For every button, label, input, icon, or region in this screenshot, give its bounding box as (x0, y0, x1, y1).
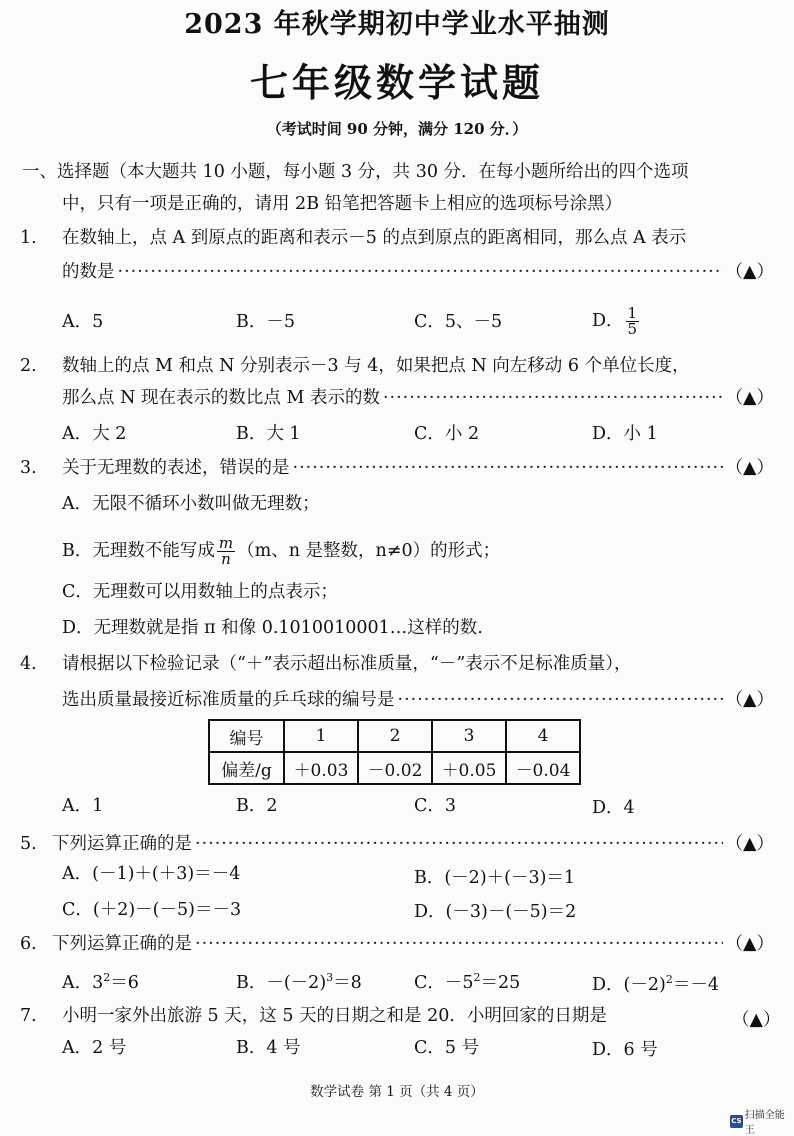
fraction-denominator: 5 (627, 320, 638, 338)
leader-dots (195, 832, 723, 856)
q1-text: 的数是 (62, 262, 115, 282)
q5-option-a: A．(－1)＋(＋3)＝－4 (62, 864, 241, 884)
q5-text-line1 (20, 832, 774, 856)
table-cell: 3 (432, 720, 506, 752)
q5-option-b: B．(－2)＋(－3)＝1 (414, 868, 576, 888)
section-heading-line2: 中，只有一项是正确的，请用 2B 铅笔把答题卡上相应的选项标号涂黑） (62, 194, 623, 214)
exam-title-line1: 2023 年秋学期初中学业水平抽测 (184, 9, 610, 40)
q1-number: 1. (20, 228, 37, 248)
q4-text: 选出质量最接近标准质量的乒乓球的编号是 (62, 690, 395, 710)
q4-text-line1: 请根据以下检验记录（“＋”表示超出标准质量，“－”表示不足标准质量）， (62, 654, 632, 674)
q3-option-b (62, 536, 500, 567)
q6-option-d (592, 968, 719, 997)
leader-dots (398, 688, 723, 712)
q1-option-a: A．5 (62, 312, 104, 332)
q4-option-d: D．4 (592, 798, 635, 818)
q6-option-c (414, 966, 520, 995)
q1-option-b: B．－5 (236, 312, 295, 332)
exam-subtitle: （考试时间 90 分钟，满分 120 分．） (266, 120, 528, 138)
q7-number: 7. (20, 1006, 37, 1026)
answer-mark: （▲） (725, 834, 774, 854)
q4-option-a: A．1 (62, 796, 104, 816)
fraction-denominator: n (221, 550, 231, 568)
leader-dots (118, 260, 723, 284)
answer-mark: （▲） (725, 458, 774, 478)
q6-option-b (236, 966, 362, 995)
q2-text: 那么点 N 现在表示的数比点 M 表示的数 (62, 388, 380, 408)
table-cell: －0.02 (358, 752, 432, 784)
q3-option-a: A．无限不循环小数叫做无理数； (62, 494, 320, 514)
fraction-numerator: m (218, 534, 234, 552)
q7-option-a: A．2 号 (62, 1038, 127, 1058)
q1-option-d-label: D． (592, 311, 624, 331)
page-footer: 数学试卷 第 1 页（共 4 页） (310, 1084, 484, 1100)
leader-dots (293, 456, 723, 480)
q6-text: 下列运算正确的是 (52, 934, 192, 954)
q6-a-exponent: 2 (103, 971, 111, 984)
q7-option-b: B．4 号 (236, 1038, 301, 1058)
q6-d-exponent: 2 (665, 973, 673, 986)
answer-mark: （▲） (725, 388, 774, 408)
q3-option-d: D．无理数就是指 π 和像 0.1010010001…这样的数. (62, 618, 483, 638)
q6-d-base: D．(－2) (592, 974, 666, 995)
q6-d-rest: ＝－4 (672, 974, 719, 995)
q6-a-base: A．3 (62, 972, 104, 993)
answer-mark: （▲） (725, 690, 774, 710)
q1-text-line2 (62, 260, 774, 284)
fraction-numerator: 1 (627, 304, 638, 322)
q1-text-line1: 在数轴上，点 A 到原点的距离和表示－5 的点到原点的距离相同，那么点 A 表示 (62, 228, 687, 248)
table-cell: 编号 (209, 720, 284, 752)
table-cell: ＋0.05 (432, 752, 506, 784)
q7-text-line1: 小明一家外出旅游 5 天，这 5 天的日期之和是 20．小明回家的日期是 (62, 1006, 607, 1026)
q6-c-rest: ＝25 (480, 972, 521, 993)
q6-c-exponent: 2 (473, 971, 481, 984)
answer-mark: （▲） (725, 934, 774, 954)
table-cell: 2 (358, 720, 432, 752)
q6-c-base: C．－5 (414, 972, 474, 993)
leader-dots (383, 386, 723, 410)
q4-number: 4. (20, 654, 37, 674)
q3-option-b-text: B．无理数不能写成 (62, 541, 215, 561)
q3-option-b-fraction (217, 536, 235, 567)
q2-option-a: A．大 2 (62, 424, 127, 444)
q6-text-line1 (20, 932, 774, 956)
q4-text-line2 (62, 688, 774, 712)
q1-option-d-fraction (626, 306, 640, 337)
q2-option-b: B．大 1 (236, 424, 301, 444)
scanner-app-icon: CS (730, 1115, 743, 1128)
table-cell: ＋0.03 (284, 752, 358, 784)
scanner-app-label: 扫描全能王 (744, 1110, 785, 1136)
q1-option-d (592, 306, 641, 337)
q4-deviation-table (208, 719, 581, 785)
q6-option-a (62, 966, 139, 995)
q5-option-d: D．(－3)－(－5)＝2 (414, 902, 577, 922)
q6-b-rest: ＝8 (333, 972, 362, 993)
table-row (209, 752, 580, 784)
q4-option-c: C．3 (414, 796, 457, 816)
q1-option-c: C．5、－5 (414, 312, 503, 332)
q6-number: 6. (20, 934, 37, 954)
table-cell: 1 (284, 720, 358, 752)
table-cell: 4 (506, 720, 580, 752)
q2-text-line2 (62, 386, 774, 410)
answer-mark: （▲） (725, 262, 774, 282)
exam-title-line2: 七年级数学试题 (249, 60, 544, 105)
q6-b-base: B．－(－2) (236, 972, 327, 993)
q7-option-d: D．6 号 (592, 1040, 658, 1060)
q3-text: 关于无理数的表述，错误的是 (62, 458, 290, 478)
q2-number: 2. (20, 356, 37, 376)
q7-option-c: C．5 号 (414, 1038, 480, 1058)
q4-option-b: B．2 (236, 796, 278, 816)
answer-mark: （▲） (732, 1010, 781, 1030)
q5-number: 5. (20, 834, 37, 854)
q6-a-rest: ＝6 (110, 972, 139, 993)
q5-option-c: C．(＋2)－(－5)＝－3 (62, 900, 242, 920)
section-heading-line1: 一、选择题（本大题共 10 小题，每小题 3 分，共 30 分．在每小题所给出的四个选项 (22, 162, 689, 182)
q6-b-exponent: 3 (326, 971, 334, 984)
q3-option-b-suffix: （m、n 是整数，n≠0）的形式； (237, 541, 501, 561)
q3-option-c: C．无理数可以用数轴上的点表示； (62, 582, 338, 602)
q3-text-line1 (20, 456, 774, 480)
scanner-watermark (730, 1106, 794, 1136)
table-row (209, 720, 580, 752)
table-cell: －0.04 (506, 752, 580, 784)
table-cell: 偏差/g (209, 752, 284, 784)
q2-option-d: D．小 1 (592, 424, 658, 444)
q5-text: 下列运算正确的是 (52, 834, 192, 854)
q3-number: 3. (20, 458, 37, 478)
q2-text-line1: 数轴上的点 M 和点 N 分别表示－3 与 4，如果把点 N 向左移动 6 个单位长度， (62, 356, 690, 376)
q2-option-c: C．小 2 (414, 424, 480, 444)
leader-dots (195, 932, 723, 956)
